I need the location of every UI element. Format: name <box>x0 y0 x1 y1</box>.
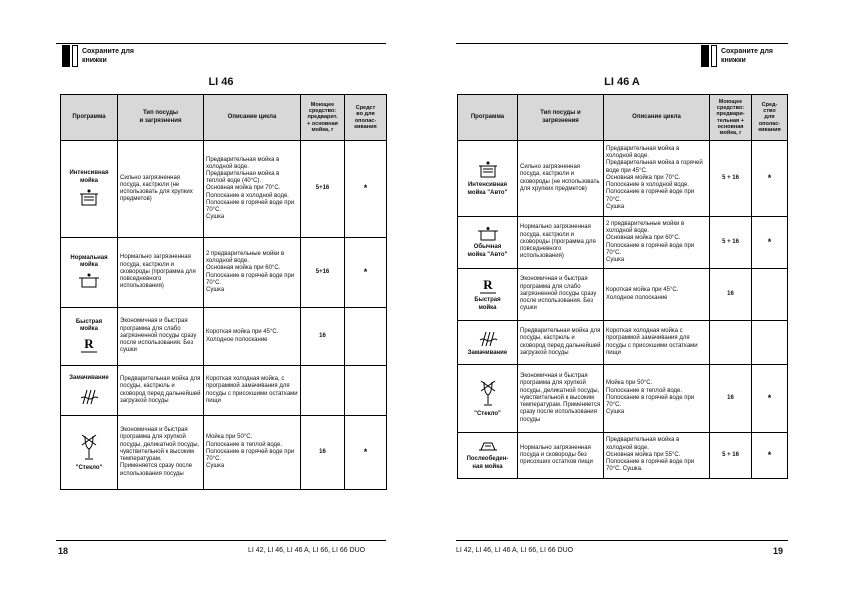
program-name: Интенсивная мойка "Авто" <box>467 182 508 196</box>
header-rule <box>456 43 788 44</box>
detergent-cell: 16 <box>301 308 345 366</box>
header-outline-tab <box>711 45 717 67</box>
table-row <box>458 269 788 321</box>
col-header-detergent: Моющее средство: предварит. + основная мойка, г <box>301 95 345 141</box>
table-row <box>458 217 788 269</box>
type-cell: Предварительная мойка для посуды, кастрюль и сковород перед дальнейшей загрузкой посуды <box>518 321 604 365</box>
type-cell: Экономичная и быстрая программа для хрупкой посуды, деликатной посуды, чувствительной к высоким температурам. Применяется сразу после использования посуды <box>118 416 204 490</box>
header-black-tab <box>62 45 70 67</box>
type-cell: Нормально загрязненная посуда, кастрюли и сковороды (программа для повседневного использования) <box>118 238 204 308</box>
page-title: LI 46 <box>208 76 234 88</box>
description-cell: Короткая мойка при 45°C. Холодное полоскание <box>204 308 301 366</box>
soak-icon <box>78 386 100 406</box>
detergent-cell: 5 + 16 <box>710 217 752 269</box>
header-brand-text: Сохраните для книжки <box>721 48 773 64</box>
header-rule <box>56 43 386 44</box>
footer-rule <box>56 540 386 541</box>
detergent-cell: 5+16 <box>301 238 345 308</box>
right-page <box>421 0 842 595</box>
description-cell: Предварительная мойка в холодной воде. Предварительная мойка в горячей воде при 45°C. Основная мойка при 70°C. Полоскание в холодной воде. Полоскание в горячей воде при 70°C. Сушка <box>604 141 710 217</box>
table-header-row <box>458 95 788 141</box>
rinse-cell: * <box>752 141 788 217</box>
table-row <box>61 416 387 490</box>
program-name: "Стекло" <box>75 464 103 471</box>
table-row <box>458 321 788 365</box>
description-cell: Мойка при 50°C. Полоскание в теплой воде. Полоскание в горячей воде при 70°C. Сушка <box>604 365 710 433</box>
table-row <box>458 365 788 433</box>
detergent-cell: 5+16 <box>301 141 345 238</box>
rinse-cell: * <box>345 141 387 238</box>
program-name: Послеобеден- ная мойка <box>466 456 509 470</box>
description-cell: Короткая холодная мойка, с программой замачивания для посуды с присохшими остатками пищи <box>204 366 301 416</box>
rapid-icon <box>78 336 100 354</box>
rinse-cell: * <box>752 365 788 433</box>
program-cell <box>458 321 518 365</box>
type-cell: Сильно загрязненная посуда, кастрюли и сковороды (не использовать для хрупких предметов) <box>518 141 604 217</box>
description-cell: Короткая мойка при 45°C. Холодное полоскание <box>604 269 710 321</box>
rinse-cell <box>345 366 387 416</box>
rinse-cell <box>345 308 387 366</box>
detergent-cell: 16 <box>301 416 345 490</box>
program-cell <box>61 416 118 490</box>
page-title: LI 46 A <box>604 76 640 88</box>
pot-icon <box>78 188 100 208</box>
col-header-rinse: Сред- ство для ополас- кивания <box>752 95 788 141</box>
type-cell: Нормально загрязненная посуда, кастрюли и сковороды (программа для повседневного использования) <box>518 217 604 269</box>
program-name: Нормальная мойка <box>70 254 108 268</box>
detergent-cell <box>710 321 752 365</box>
col-header-program: Программа <box>458 95 518 141</box>
footer-models: LI 42, LI 46, LI 46 A, LI 66, LI 66 DUO <box>456 547 574 554</box>
program-name: Быстрая мойка <box>474 297 501 311</box>
description-cell: Предварительная мойка в холодной воде. Предварительная мойка в теплой воде (40°C). Основная мойка при 70°C. Полоскание в холодной воде. Полоскание в горячей воде при 70°C. Сушка <box>204 141 301 238</box>
pan-icon <box>477 226 499 242</box>
glass-icon <box>477 379 499 409</box>
table-row <box>61 366 387 416</box>
type-cell: Экономичная и быстрая программа для слабо загрязненной посуды сразу после использования. Без сушки <box>518 269 604 321</box>
type-cell: Нормально загрязненная посуда и сковороды без присохших остатков пищи <box>518 433 604 479</box>
svg-text:R: R <box>482 277 493 293</box>
col-header-detergent: Моющее средство: предвари- тельная + основная мойка, г <box>710 95 752 141</box>
description-cell: 2 предварительные мойки в холодной воде. Основная мойка при 60°C. Полоскание в горячей воде при 70°C. Сушка <box>604 217 710 269</box>
program-name: Обычная мойка "Авто" <box>467 244 508 258</box>
detergent-cell <box>301 366 345 416</box>
glass-icon <box>78 433 100 463</box>
program-cell <box>458 433 518 479</box>
type-cell: Предварительная мойка для посуды, кастрюль и сковород перед дальнейшей загрузкой посуды <box>118 366 204 416</box>
program-cell <box>458 141 518 217</box>
table-row <box>458 141 788 217</box>
col-header-description: Описание цикла <box>204 95 301 141</box>
program-cell <box>61 141 118 238</box>
dishes-icon <box>477 440 499 454</box>
type-cell: Экономичная и быстрая программа для слабо загрязненной посуды сразу после использования. Без сушки <box>118 308 204 366</box>
program-cell <box>61 308 118 366</box>
program-name: Интенсивная мойка <box>69 170 109 184</box>
page-number: 18 <box>58 546 69 556</box>
rinse-cell <box>752 269 788 321</box>
detergent-cell: 16 <box>710 269 752 321</box>
program-cell <box>61 238 118 308</box>
rapid-icon <box>477 277 499 295</box>
col-header-type: Тип посуды и загрязнения <box>118 95 204 141</box>
rinse-cell: * <box>752 217 788 269</box>
rinse-cell: * <box>752 433 788 479</box>
type-cell: Экономичная и быстрая программа для хрупкой посуды, деликатной посуды, чувствительной к высоким температурам. Применяется сразу после использования посуды <box>518 365 604 433</box>
table-row <box>61 308 387 366</box>
description-cell: Короткая холодная мойка с программой замачивания для посуды с присохшими остатками пищи <box>604 321 710 365</box>
col-header-rinse: Средст во для ополас- кивания <box>345 95 387 141</box>
program-cell <box>61 366 118 416</box>
page-number: 19 <box>773 546 784 556</box>
program-name: "Стекло" <box>474 410 501 417</box>
description-cell: Предварительная мойка в холодной воде. Основная мойка при 55°C. Полоскание в горячей воде при 70°C. Сушка. <box>604 433 710 479</box>
description-cell: Мойка при 50°C. Полоскание в теплой воде. Полоскание в горячей воде при 70°C. Сушка <box>204 416 301 490</box>
header-black-tab <box>701 45 709 67</box>
program-cell <box>458 365 518 433</box>
detergent-cell: 5 + 16 <box>710 141 752 217</box>
detergent-cell: 5 + 16 <box>710 433 752 479</box>
program-name: Замачивание <box>467 349 508 356</box>
table-row <box>61 141 387 238</box>
table-row <box>458 433 788 479</box>
col-header-program: Программа <box>61 95 118 141</box>
table-row <box>61 238 387 308</box>
pan-icon <box>78 272 100 290</box>
detergent-cell: 16 <box>710 365 752 433</box>
header-outline-tab <box>72 45 78 67</box>
type-cell: Сильно загрязненная посуда, кастрюли (не использовать для хрупких предметов) <box>118 141 204 238</box>
program-cell <box>458 269 518 321</box>
program-name: Быстрая мойка <box>75 318 103 332</box>
program-table <box>457 94 788 479</box>
pot-icon <box>477 160 499 180</box>
soak-icon <box>477 328 499 348</box>
description-cell: 2 предварительные мойки в холодной воде. Основная мойка при 60°C. Полоскание в горячей воде при 70°C. Сушка <box>204 238 301 308</box>
svg-text:R: R <box>84 336 94 352</box>
program-name: Замачивание <box>69 375 109 382</box>
table-header-row <box>61 95 387 141</box>
footer-rule <box>456 540 788 541</box>
program-cell <box>458 217 518 269</box>
col-header-description: Описание цикла <box>604 95 710 141</box>
rinse-cell: * <box>345 238 387 308</box>
footer-models: LI 42, LI 46, LI 46 A, LI 66, LI 66 DUO <box>248 547 366 554</box>
col-header-type: Тип посуды и загрязнения <box>518 95 604 141</box>
header-brand-text: Сохраните для книжки <box>82 48 134 64</box>
rinse-cell: * <box>345 416 387 490</box>
rinse-cell <box>752 321 788 365</box>
program-table <box>60 94 387 490</box>
